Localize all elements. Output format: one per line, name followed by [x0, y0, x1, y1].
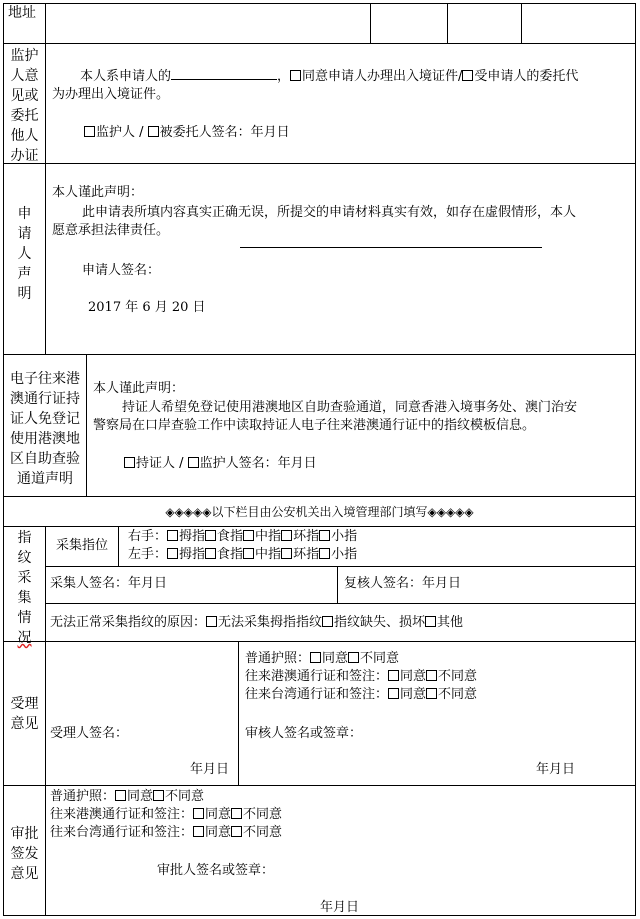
applicant-sign-label: 申请人签名：: [82, 263, 161, 278]
approval-taiwan-agree-checkbox[interactable]: [193, 826, 204, 837]
row-divider: [45, 566, 636, 567]
applicant-body-line2: 愿意承担法律责任。: [52, 223, 170, 238]
guardian-section-label: 监护 人意 见或 委托 他人 办证: [10, 48, 39, 164]
fingerprint-section-label: 指 纹 采 集 情 况: [17, 530, 32, 646]
guardian-sign-checkbox[interactable]: [188, 457, 199, 468]
e-permit-section-label: 电子往来港 澳通行证持 证人免登记 使用港澳地 区自助查验 通道声明: [10, 371, 80, 487]
right-index-checkbox[interactable]: [205, 530, 216, 541]
passport-disagree-checkbox[interactable]: [348, 652, 359, 663]
collect-finger-label: 采集指位: [56, 538, 109, 553]
row-divider: [3, 163, 636, 164]
official-use-banner: ◈◈◈◈◈以下栏目由公安机关出入境管理部门填写◈◈◈◈◈: [165, 505, 474, 519]
address-label: 地址: [8, 5, 36, 21]
acceptor-sign-label: 受理人签名：: [50, 726, 129, 741]
e-permit-signature: 持证人 / 监护人签名：年月日: [124, 455, 317, 473]
left-thumb-checkbox[interactable]: [167, 548, 178, 559]
row-divider: [3, 785, 636, 786]
approval-passport-disagree-checkbox[interactable]: [153, 790, 164, 801]
approval-taiwan-row: 往来台湾通行证和签注： 同意 不同意: [50, 825, 283, 840]
acceptance-cell-divider: [238, 641, 239, 785]
reason-missing-checkbox[interactable]: [322, 616, 333, 627]
right-ring-checkbox[interactable]: [281, 530, 292, 541]
collector-signature: 采集人签名：年月日: [50, 576, 168, 591]
acceptor-date: 年月日: [190, 762, 230, 777]
approval-passport-agree-checkbox[interactable]: [115, 790, 126, 801]
row-divider: [3, 43, 636, 44]
guardian-signature: 监护人 / 被委托人签名：年月日: [84, 124, 290, 142]
left-ring-checkbox[interactable]: [281, 548, 292, 559]
label-column-divider: [45, 3, 46, 354]
right-middle-checkbox[interactable]: [243, 530, 254, 541]
applicant-intro: 本人谨此声明：: [52, 185, 144, 200]
left-hand-row: 左手： 拇指 食指 中指 环指 小指: [128, 547, 358, 562]
approval-hk-macau-row: 往来港澳通行证和签注： 同意 不同意: [50, 807, 283, 822]
approver-sign-label: 审批人签名或签章：: [157, 863, 275, 878]
agree-checkbox[interactable]: [290, 70, 301, 81]
taiwan-agree-checkbox[interactable]: [388, 688, 399, 699]
approval-passport-row: 普通护照： 同意 不同意: [50, 789, 205, 804]
acceptance-passport-row: 普通护照： 同意 不同意: [245, 651, 400, 666]
approval-hk-macau-disagree-checkbox[interactable]: [231, 808, 242, 819]
e-permit-body-line2: 警察局在口岸查验工作中读取持证人电子往来港澳通行证中的指纹模板信息。: [93, 418, 536, 433]
approval-hk-macau-agree-checkbox[interactable]: [193, 808, 204, 819]
guardian-statement-line2: 为办理出入境证件。: [52, 87, 170, 102]
right-little-checkbox[interactable]: [319, 530, 330, 541]
left-middle-checkbox[interactable]: [243, 548, 254, 559]
hk-macau-agree-checkbox[interactable]: [388, 670, 399, 681]
address-field[interactable]: [46, 4, 369, 42]
acceptance-section-label: 受理 意见: [10, 696, 39, 732]
taiwan-disagree-checkbox[interactable]: [426, 688, 437, 699]
acceptance-hk-macau-row: 往来港澳通行证和签注： 同意 不同意: [245, 669, 478, 684]
acceptance-taiwan-row: 往来台湾通行证和签注： 同意 不同意: [245, 687, 478, 702]
address-cell-divider: [447, 3, 448, 43]
reviewer-signature: 复核人签名：年月日: [344, 576, 462, 591]
row-divider: [3, 354, 636, 355]
e-permit-intro: 本人谨此声明：: [93, 381, 185, 396]
right-hand-row: 右手： 拇指 食指 中指 环指 小指: [128, 529, 358, 544]
signature-line: [240, 247, 542, 248]
hk-macau-disagree-checkbox[interactable]: [426, 670, 437, 681]
address-cell-divider: [370, 3, 371, 43]
approval-section-label: 审批 签发 意见: [10, 826, 39, 882]
relationship-blank[interactable]: [171, 67, 277, 80]
entrusted-checkbox[interactable]: [462, 70, 473, 81]
holder-checkbox[interactable]: [124, 457, 135, 468]
label-column-divider: [86, 354, 87, 496]
left-little-checkbox[interactable]: [319, 548, 330, 559]
guardian-statement-line1: 本人系申请人的 ， 同意申请人办理出入境证件/ 受申请人的委托代: [80, 69, 579, 84]
right-thumb-checkbox[interactable]: [167, 530, 178, 541]
entrusted-person-checkbox[interactable]: [148, 126, 159, 137]
address-cell-divider: [521, 3, 522, 43]
row-divider: [45, 603, 636, 604]
passport-agree-checkbox[interactable]: [310, 652, 321, 663]
signer-cell-divider: [337, 566, 338, 603]
e-permit-body-line1: 持证人希望免登记使用港澳地区自助查验通道，同意香港入境事务处、澳门治安: [122, 400, 578, 415]
left-index-checkbox[interactable]: [205, 548, 216, 559]
reason-no-thumb-checkbox[interactable]: [206, 616, 217, 627]
applicant-body-line1: 此申请表所填内容真实正确无误，所提交的申请材料真实有效，如存在虚假情形，本人: [82, 205, 577, 220]
approver-date: 年月日: [320, 900, 360, 915]
applicant-date: 2017 年 6 月 20 日: [88, 300, 206, 315]
reviewer-date: 年月日: [536, 762, 576, 777]
label-column-divider: [45, 526, 46, 916]
guardian-checkbox[interactable]: [84, 126, 95, 137]
row-divider: [3, 496, 636, 497]
fingerprint-failure-reasons: 无法正常采集指纹的原因： 无法采集拇指指纹 指纹缺失、损坏 其他: [50, 615, 464, 630]
approval-taiwan-disagree-checkbox[interactable]: [231, 826, 242, 837]
row-divider: [3, 526, 636, 527]
collect-cell-divider: [118, 526, 119, 566]
row-divider: [3, 641, 636, 642]
reason-other-checkbox[interactable]: [425, 616, 436, 627]
applicant-section-label: 申 请 人 声 明: [17, 206, 32, 302]
reviewer-sign-label: 审核人签名或签章：: [245, 726, 363, 741]
